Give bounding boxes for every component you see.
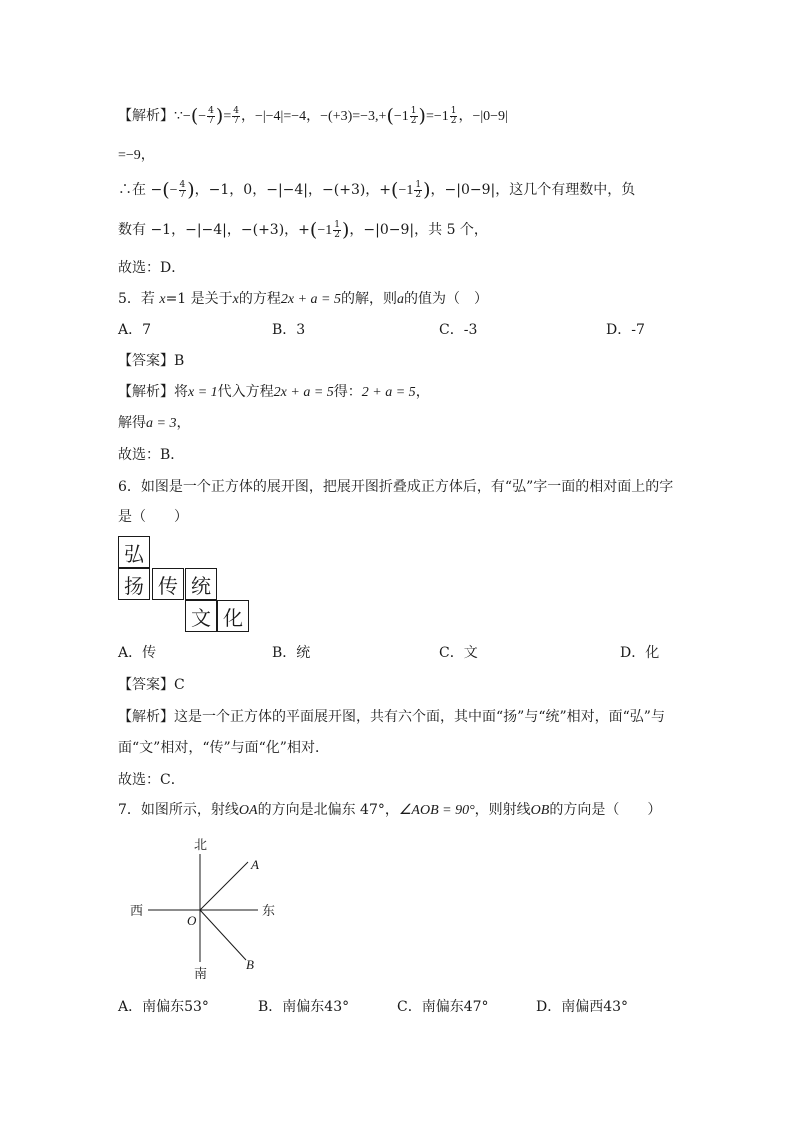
q5-option-c: C．-3 [439, 322, 478, 338]
q6-analysis-line2: 面“文”相对，“传”与面“化”相对． [118, 740, 329, 756]
q6-option-d: D．化 [620, 645, 660, 661]
compass-diagram [118, 832, 288, 982]
label-north: 北 [194, 838, 208, 853]
q5-analysis: 【解析】将x = 1代入方程2x + a = 5得：2 + a = 5， [118, 384, 430, 400]
net-cell-yang: 扬 [118, 568, 150, 600]
ray-oa [200, 862, 248, 910]
fraction: $\frac{4}{7}$ [233, 105, 239, 126]
net-cell-hong: 弘 [118, 536, 150, 568]
cube-net-figure [118, 536, 250, 632]
q7-option-b: B．南偏东43° [258, 999, 350, 1015]
label-west: 西 [130, 904, 144, 919]
q5-option-d: D．-7 [606, 322, 645, 338]
q5-option-b: B．3 [272, 322, 306, 338]
q7-option-d: D．南偏西43° [536, 999, 629, 1015]
fraction: $\frac{4}{7}$ [208, 105, 214, 126]
q5-solve: 解得a = 3， [118, 415, 191, 431]
fraction: $\frac{4}{7}$ [179, 179, 186, 200]
q5-conclusion: 故选：B． [118, 447, 185, 463]
label-east: 东 [262, 904, 276, 919]
q5-answer: 【答案】B [118, 353, 185, 369]
q6-option-c: C．文 [439, 645, 478, 661]
label-origin: O [187, 913, 197, 928]
fraction: $\frac{1}{2}$ [334, 219, 340, 240]
q7-option-a: A．南偏东53° [118, 999, 209, 1015]
q7-option-c: C．南偏东47° [397, 999, 489, 1015]
fraction: $\frac{1}{2}$ [415, 179, 422, 200]
q4-analysis-line4: 数有 −1，−|−4|，−(+3)，+(−1 $\frac{1}{2}$ )，−|0−9|，共 5 个， [118, 219, 488, 241]
label-south: 南 [194, 967, 208, 982]
q6-answer: 【答案】C [118, 677, 185, 693]
q4-analysis-line1: 【解析】∵−(− $\frac{4}{7}$ )= $\frac{4}{7}$ ，−|−4|=−4，−(+3)=−3,+(−1 $\frac{1}{2}$ )=−1 $\frac{1}{2}$ ，−|0−9| [118, 105, 508, 127]
label-point-a: A [251, 857, 259, 872]
net-cell-chuan: 传 [152, 568, 184, 600]
q6-analysis-line1: 【解析】这是一个正方体的平面展开图，共有六个面，其中面“扬”与“统”相对，面“弘”与 [118, 709, 665, 725]
q6-option-a: A．传 [118, 645, 157, 661]
net-cell-wen: 文 [185, 600, 217, 632]
q4-conclusion: 故选：D． [118, 260, 186, 276]
q4-analysis-line3: ∴在 −(− $\frac{4}{7}$ )，−1，0，−|−4|，−(+3)，+(−1 $\frac{1}{2}$ )，−|0−9|，这几个有理数中，负 [118, 179, 636, 201]
net-cell-hua: 化 [217, 600, 249, 632]
q6-stem-line1: 6．如图是一个正方体的展开图，把展开图折叠成正方体后，有“弘”字一面的相对面上的字 [118, 479, 674, 495]
q5-option-a: A．7 [118, 322, 152, 338]
fraction: $\frac{1}{2}$ [410, 105, 417, 126]
q4-analysis-line2: =−9， [118, 148, 155, 163]
q5-stem: 5．若 x=1 是关于x的方程2x + a = 5的解，则a的值为（ ） [118, 291, 488, 307]
q6-conclusion: 故选：C． [118, 772, 185, 788]
q6-option-b: B．统 [272, 645, 311, 661]
q6-stem-line2: 是（ ） [118, 509, 188, 525]
net-cell-tong: 统 [185, 568, 217, 600]
fraction: $\frac{1}{2}$ [450, 105, 457, 126]
ray-ob [200, 910, 246, 960]
q7-stem: 7．如图所示，射线OA的方向是北偏东 47°，∠AOB = 90°，则射线OB的方向是（ ） [118, 802, 662, 818]
label-point-b: B [246, 957, 254, 972]
